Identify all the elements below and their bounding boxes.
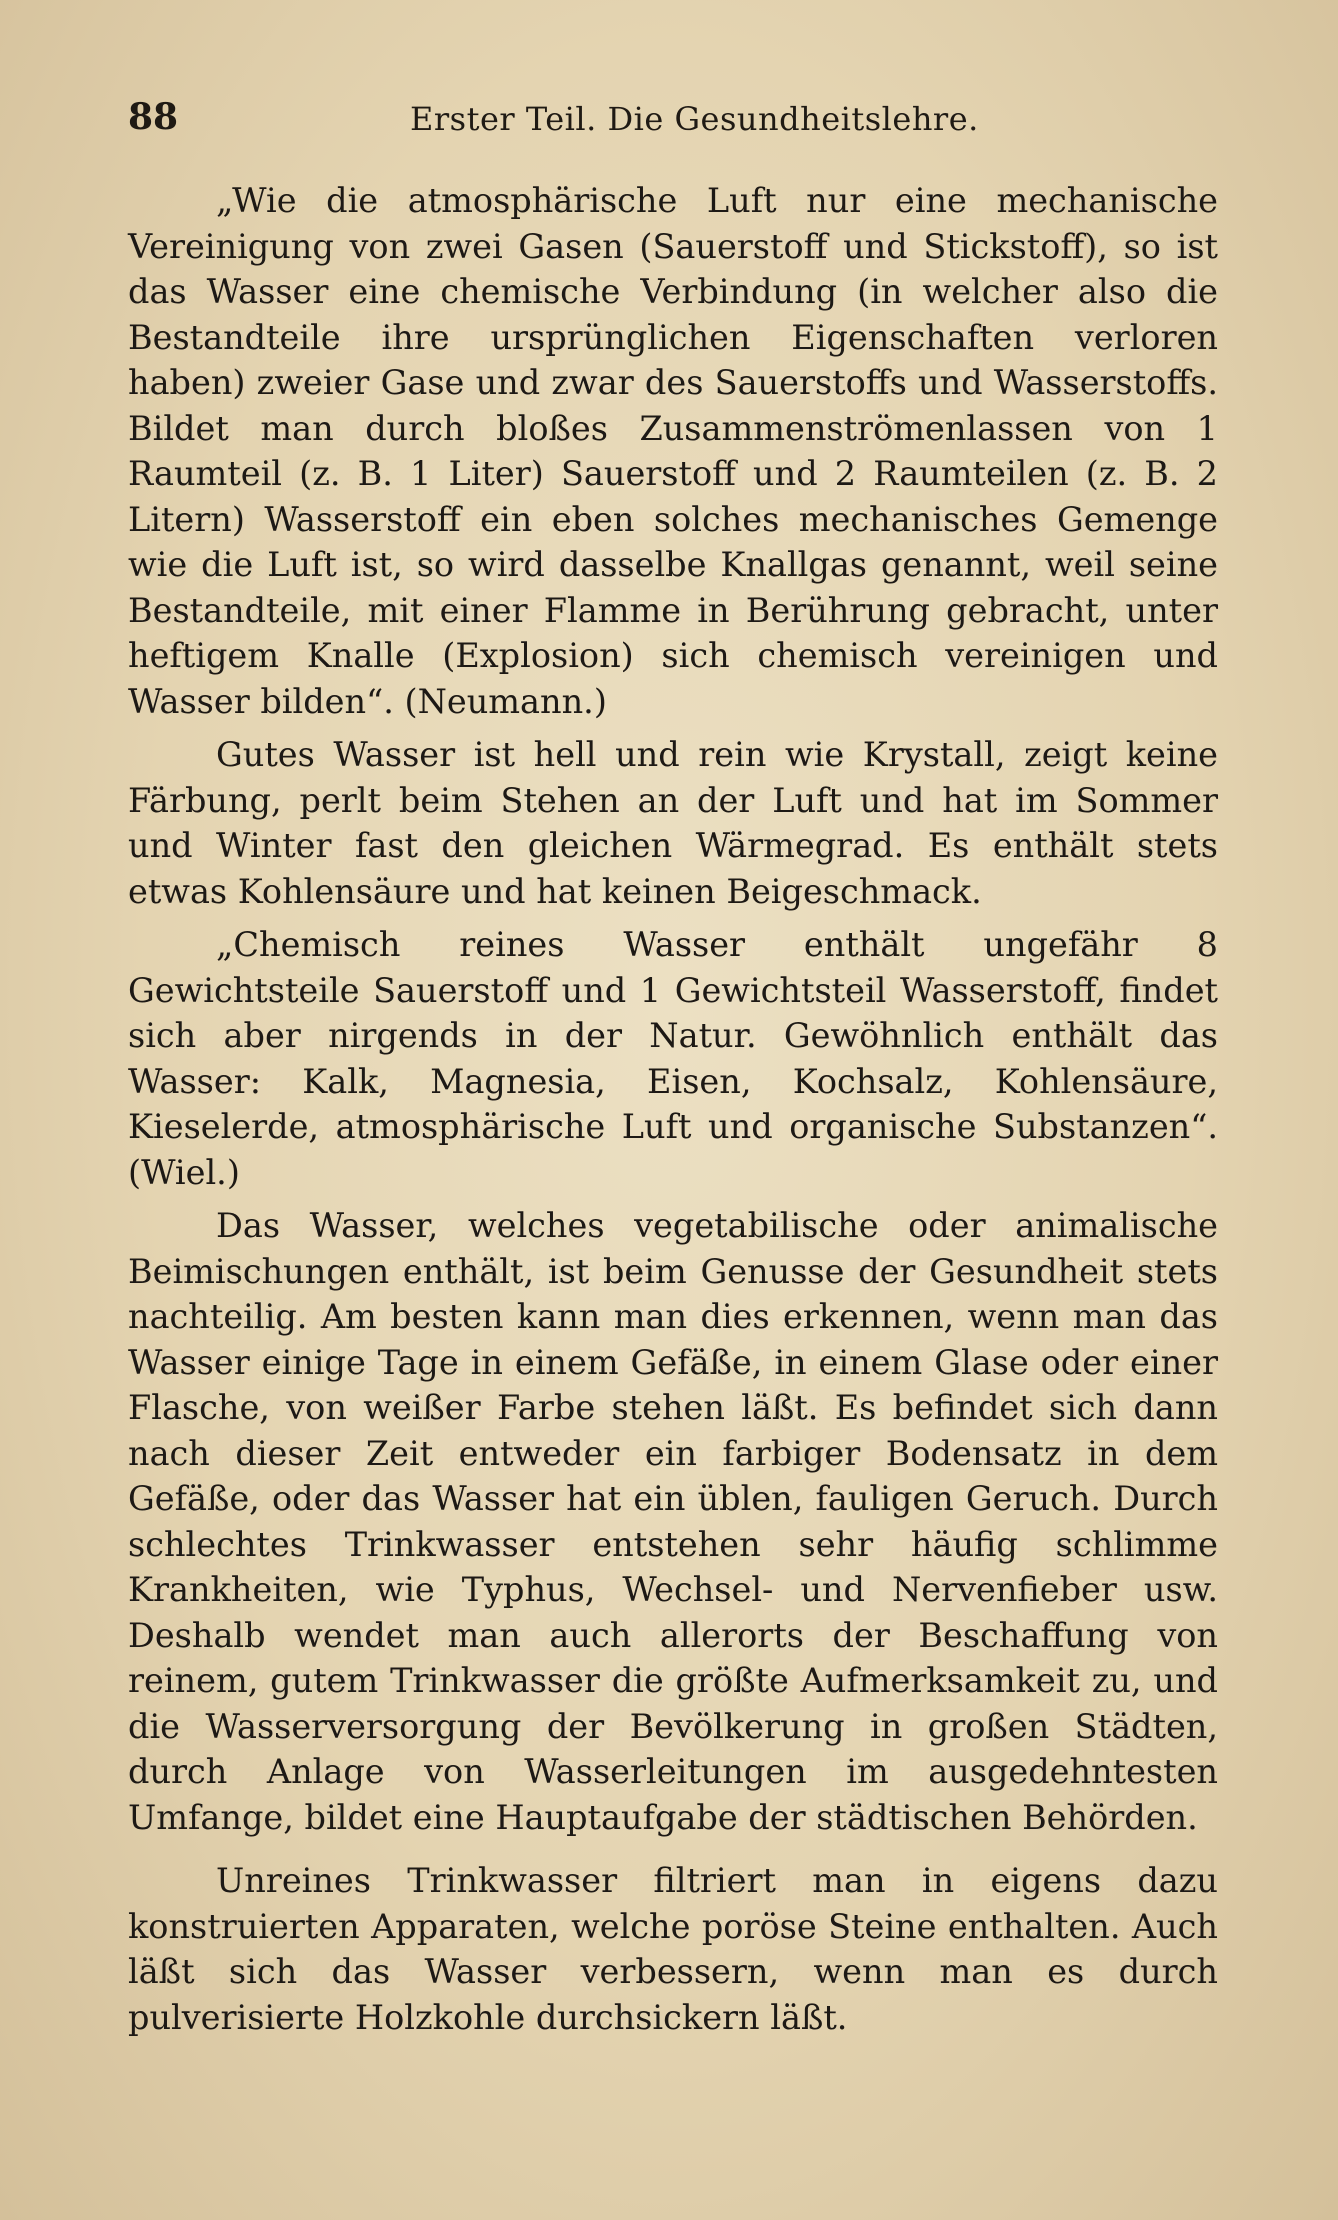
paragraph-filtering: Unreines Trinkwasser filtriert man in eigens dazu konstruierten Apparaten, welche poröse Steine enthalten. Auch läßt sich das Wasser verbessern, wenn man es durch pulverisierte Holzkohle durchsickern läßt. — [128, 1861, 1218, 2037]
running-head: Erster Teil. Die Gesundheitslehre. — [410, 100, 979, 138]
page-number: 88 — [128, 96, 179, 138]
paragraph-quote-neumann: „Wie die atmosphärische Luft nur eine mechanische Vereinigung von zwei Gasen (Sauerstoff und Stickstoff), so ist das Wasser eine chemische Verbindung (in welcher also die Bestandteile ihre ursprünglichen Eigenschaften verloren haben) zweier Gase und zwar des Sauerstoffs und Wasserstoffs. Bildet man durch bloßes Zusammenströmenlassen von 1 Raumteil (z. B. 1 Liter) Sauerstoff und 2 Raumteilen (z. B. 2 Litern) Wasserstoff ein eben solches mechanisches Gemenge wie die Luft ist, so wird dasselbe Knallgas genannt, weil seine Bestandteile, mit einer Flamme in Berührung gebracht, unter heftigem Knalle (Explosion) sich chemisch vereinigen und Wasser bilden“. (Neumann.) — [128, 181, 1218, 721]
paragraph-good-water: Gutes Wasser ist hell und rein wie Krystall, zeigt keine Färbung, perlt beim Stehen an der Luft und hat im Sommer und Winter fast den gleichen Wärmegrad. Es enthält stets etwas Kohlensäure und hat keinen Beigeschmack. — [128, 735, 1218, 911]
paragraph-impure-water: Das Wasser, welches vegetabilische oder animalische Beimischungen enthält, ist beim Genusse der Gesundheit stets nachteilig. Am besten kann man dies erkennen, wenn man das Wasser einige Tage in einem Gefäße, in einem Glase oder einer Flasche, von weißer Farbe stehen läßt. Es befindet sich dann nach dieser Zeit entweder ein farbiger Bodensatz in dem Gefäße, oder das Wasser hat ein üblen, fauligen Geruch. Durch schlechtes Trinkwasser entstehen sehr häufig schlimme Krankheiten, wie Typhus, Wechsel- und Nervenfieber usw. Deshalb wendet man auch allerorts der Beschaffung von reinem, gutem Trinkwasser die größte Aufmerksamkeit zu, und die Wasserversorgung der Bevölkerung in großen Städten, durch Anlage von Wasserleitungen im ausgedehntesten Umfange, bildet eine Hauptaufgabe der städtischen Behörden. — [128, 1206, 1218, 1837]
body-text — [128, 178, 1218, 2040]
page-header — [128, 96, 1228, 146]
paragraph-quote-wiel: „Chemisch reines Wasser enthält ungefähr 8 Gewichtsteile Sauerstoff und 1 Gewichtsteil Wasserstoff, findet sich aber nirgends in der Natur. Gewöhnlich enthält das Wasser: Kalk, Magnesia, Eisen, Kochsalz, Kohlensäure, Kieselerde, atmosphärische Luft und organische Substanzen“. (Wiel.) — [128, 925, 1218, 1192]
